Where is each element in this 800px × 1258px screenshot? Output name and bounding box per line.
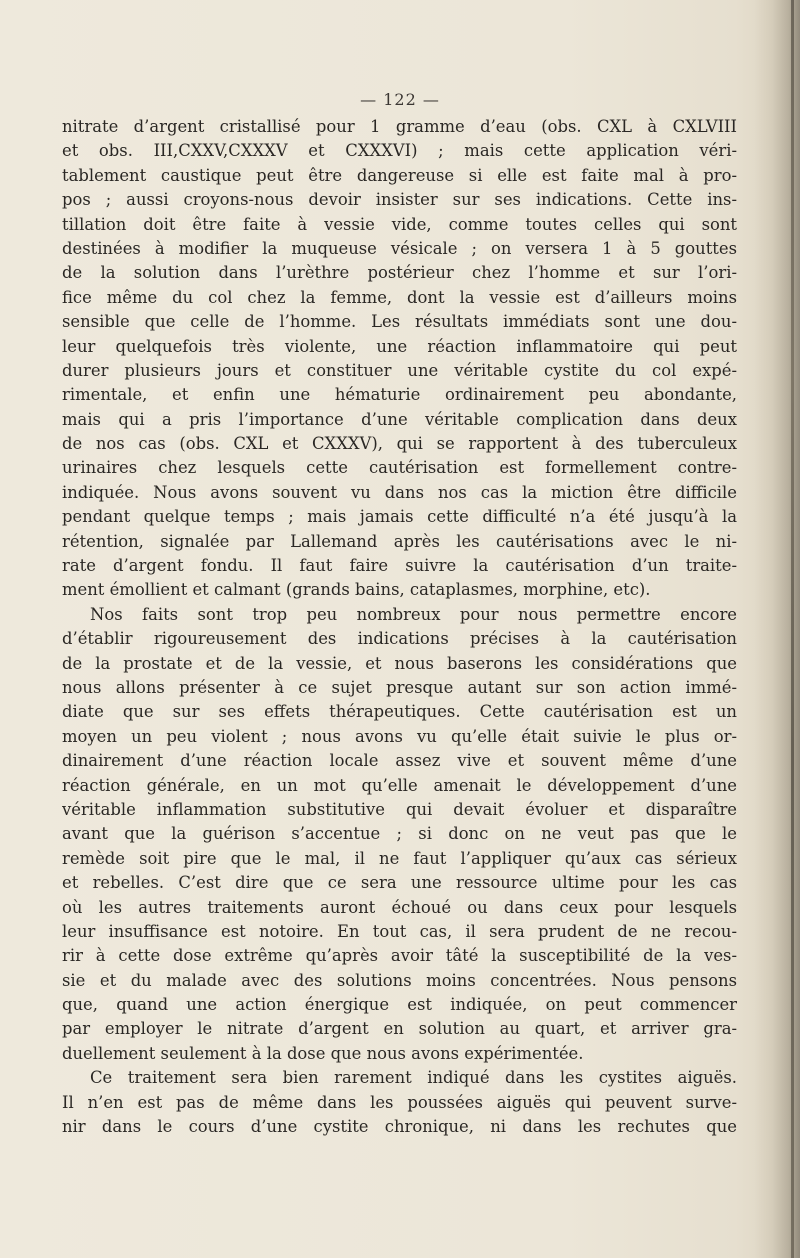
text-line: tillation doit être faite à vessie vide, comme toutes celles qui sont (62, 214, 737, 234)
text-line: rimentale, et enfin une hématurie ordinairement peu abondante, (62, 385, 737, 405)
text-line: nitrate d’argent cristallisé pour 1 gramme d’eau (obs. CXL à CXLVIII (62, 117, 737, 136)
text-line: duellement seulement à la dose que nous avons expérimentée. (62, 1043, 584, 1063)
text-line: sensible que celle de l’homme. Les résultats immédiats sont une dou- (62, 312, 737, 332)
text-line: urinaires chez lesquels cette cautérisation est formellement contre- (62, 458, 737, 478)
text-line: pos ; aussi croyons-nous devoir insister sur ses indications. Cette ins- (62, 190, 737, 210)
text-line: réaction générale, en un mot qu’elle amenait le développement d’une (62, 775, 737, 795)
text-line: diate que sur ses effets thérapeutiques. Cette cautérisation est un (62, 702, 737, 722)
text-line: leur insuffisance est notoire. En tout cas, il sera prudent de ne recou- (62, 921, 737, 941)
body-text (62, 115, 737, 1139)
text-line: destinées à modifier la muqueuse vésicale ; on versera 1 à 5 gouttes (62, 238, 737, 258)
text-line: Il n’en est pas de même dans les poussées aiguës qui peuvent surve- (62, 1092, 737, 1112)
text-line: nous allons présenter à ce sujet presque autant sur son action immé- (62, 677, 737, 697)
text-line: que, quand une action énergique est indiquée, on peut commencer (62, 995, 737, 1015)
text-line: où les autres traitements auront échoué ou dans ceux pour lesquels (62, 897, 737, 917)
text-line: ment émollient et calmant (grands bains, cataplasmes, morphine, etc). (62, 580, 651, 600)
text-line: rir à cette dose extrême qu’après avoir tâté la susceptibilité de la ves- (62, 946, 737, 966)
text-line: sie et du malade avec des solutions moins concentrées. Nous pensons (62, 970, 737, 990)
text-line: durer plusieurs jours et constituer une véritable cystite du col expé- (62, 360, 737, 380)
text-line: de la solution dans l’urèthre postérieur chez l’homme et sur l’ori- (62, 263, 737, 283)
text-line: pendant quelque temps ; mais jamais cette difficulté n’a été jusqu’à la (62, 507, 737, 527)
page-number: — 122 — (360, 90, 440, 109)
text-line: Nos faits sont trop peu nombreux pour nous permettre encore (90, 604, 737, 624)
text-line: d’établir rigoureusement des indications précises à la cautérisation (62, 629, 737, 649)
text-line: moyen un peu violent ; nous avons vu qu’elle était suivie le plus or- (62, 726, 737, 746)
text-line: fice même du col chez la femme, dont la vessie est d’ailleurs moins (62, 287, 737, 307)
text-line: par employer le nitrate d’argent en solution au quart, et arriver gra- (62, 1019, 737, 1039)
text-line: nir dans le cours d’une cystite chronique, ni dans les rechutes que (62, 1117, 737, 1137)
text-line: véritable inflammation substitutive qui devait évoluer et disparaître (62, 799, 737, 819)
text-line: mais qui a pris l’importance d’une véritable complication dans deux (62, 409, 737, 429)
text-line: avant que la guérison s’accentue ; si donc on ne veut pas que le (62, 824, 737, 844)
text-line: dinairement d’une réaction locale assez vive et souvent même d’une (62, 751, 737, 771)
text-line: indiquée. Nous avons souvent vu dans nos cas la miction être difficile (62, 482, 737, 502)
text-line: rétention, signalée par Lallemand après les cautérisations avec le ni- (62, 531, 737, 551)
text-line: et rebelles. C’est dire que ce sera une ressource ultime pour les cas (62, 873, 737, 893)
text-line: rate d’argent fondu. Il faut faire suivre la cautérisation d’un traite- (62, 556, 737, 576)
text-line: leur quelquefois très violente, une réaction inflammatoire qui peut (62, 336, 737, 356)
text-line: et obs. III,CXXV,CXXXV et CXXXVI) ; mais cette application véri- (62, 141, 737, 161)
text-line: tablement caustique peut être dangereuse si elle est faite mal à pro- (62, 165, 737, 185)
text-line: remède soit pire que le mal, il ne faut l’appliquer qu’aux cas sérieux (62, 848, 737, 868)
text-line: Ce traitement sera bien rarement indiqué dans les cystites aiguës. (90, 1068, 737, 1088)
text-line: de nos cas (obs. CXL et CXXXV), qui se rapportent à des tuberculeux (62, 434, 737, 454)
text-line: de la prostate et de la vessie, et nous baserons les considérations que (62, 653, 737, 673)
binding-edge (791, 0, 794, 1258)
